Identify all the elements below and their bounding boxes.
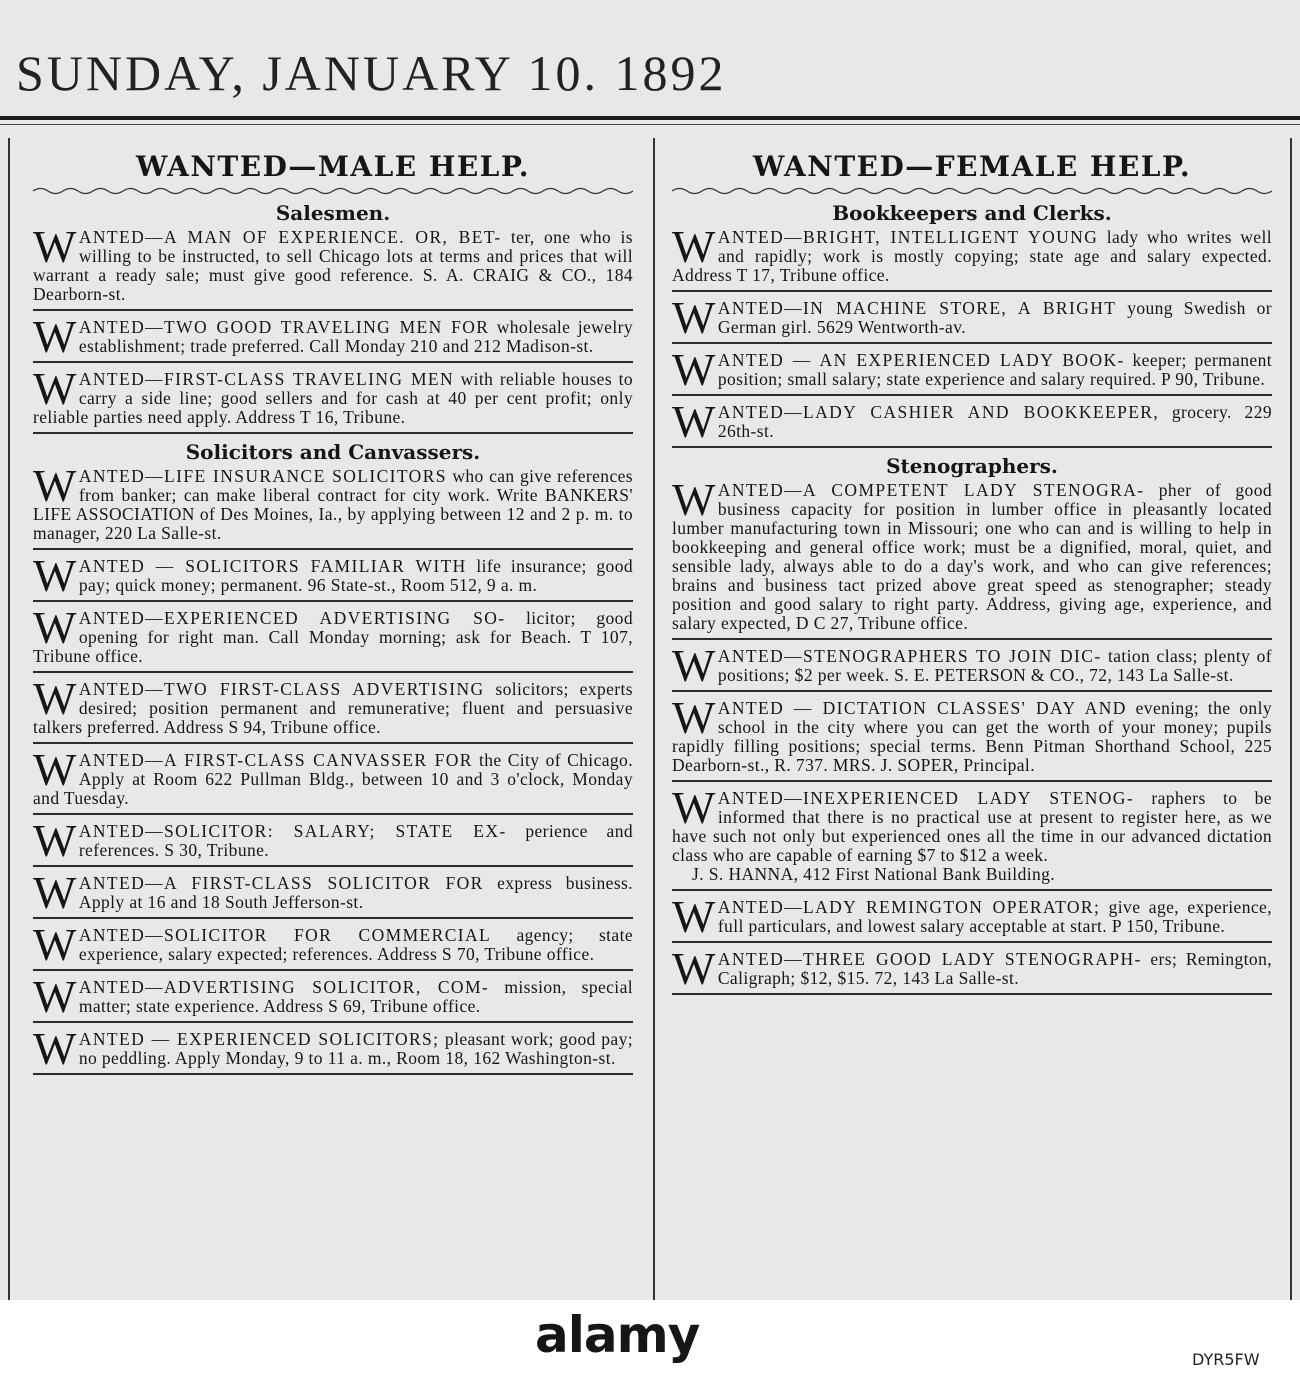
dateline: SUNDAY, JANUARY 10. 1892 [16,45,727,101]
ad-lead: ANTED—A FIRST-CLASS SOLICITOR FOR [78,873,484,893]
classified-ad [672,297,1272,344]
ad-body: wholesale jewelry establishment; trade preferred. Call Monday 210 and 212 Madison-st. [78,317,633,356]
ad-lead: ANTED—A MAN OF EXPERIENCE. OR, BET- [78,227,502,247]
ad-lead: ANTED—THREE GOOD LADY STENOGRAPH- [717,949,1142,969]
ad-lead: ANTED—IN MACHINE STORE, A BRIGHT [717,298,1117,318]
ad-lead: ANTED—SOLICITOR FOR COMMERCIAL [78,925,492,945]
classified-ad [33,316,633,363]
classified-ad [33,872,633,919]
classified-ad [672,479,1272,640]
drop-cap: W [33,820,77,866]
ad-body: keeper; permanent position; small salary; state experience and salary required. P 90, Tribune. [717,350,1272,389]
ad-lead: ANTED—BRIGHT, INTELLIGENT YOUNG [717,227,1099,247]
alamy-logo: alamy [535,1306,700,1364]
male-help-column [33,146,633,1080]
classified-ad [33,924,633,971]
ad-body: grocery. 229 26th-st. [717,402,1272,441]
ad-lead: ANTED—EXPERIENCED ADVERTISING SO- [78,608,506,628]
female-help-column [672,146,1272,1000]
drop-cap: W [33,226,77,272]
section-title-bookkeepers: Bookkeepers and Clerks. [832,201,1112,225]
ad-body: young Swedish or German girl. 5629 Wentworth-av. [717,298,1272,337]
classified-ad [672,948,1272,995]
drop-cap: W [672,297,716,343]
ad-body: ter, one who is willing to be instructed, to sell Chicago lots at terms and prices that will warrant a ready sale; must give good reference. S. A. CRAIG & CO., 184 Dearborn-st. [33,227,633,304]
classified-ad [672,226,1272,292]
classified-ad [33,465,633,550]
ad-signature: J. S. HANNA, 412 First National Bank Building. [692,864,1056,884]
classified-ad [33,820,633,867]
section-title-solicitors: Solicitors and Canvassers. [185,440,481,464]
ad-lead: ANTED—LADY CASHIER AND BOOKKEEPER, [717,402,1160,422]
ad-body: pleasant work; good pay; no peddling. Apply Monday, 9 to 11 a. m., Room 18, 162 Washington-st. [78,1029,633,1068]
ad-body: raphers to be informed that there is no practical use at present to register here, as we have such not only but experienced ones all the time in our advanced dictation class who are capable of earning $7 to $12 a week. [672,788,1272,865]
classified-ad [33,607,633,673]
section-title-salesmen: Salesmen. [275,201,391,225]
drop-cap: W [33,749,77,795]
ad-lead: ANTED—STENOGRAPHERS TO JOIN DIC- [717,646,1102,666]
classified-ad [672,349,1272,396]
drop-cap: W [33,555,77,601]
ad-lead: ANTED—LADY REMINGTON OPERATOR; [717,897,1101,917]
drop-cap: W [672,226,716,272]
drop-cap: W [672,479,716,525]
top-rule [0,116,1300,120]
classified-ad [33,976,633,1023]
wavy-rule [672,186,1272,196]
ad-body: give age, experience, full particulars, and lowest salary acceptable at start. P 150, Tribune. [717,897,1272,936]
ad-lead: ANTED — AN EXPERIENCED LADY BOOK- [717,350,1125,370]
classified-ad [672,896,1272,943]
ad-lead: ANTED—TWO GOOD TRAVELING MEN FOR [78,317,490,337]
drop-cap: W [672,896,716,942]
drop-cap: W [672,401,716,447]
column-heading: WANTED—MALE HELP. [135,150,531,183]
ad-body: solicitors; experts desired; position permanent and remunerative; fluent and persuasive talkers preferred. Address S 94, Tribune office. [33,679,633,737]
drop-cap: W [33,465,77,511]
ad-lead: ANTED—ADVERTISING SOLICITOR, COM- [78,977,490,997]
classified-ad [33,226,633,311]
image-id: DYR5FW [1192,1350,1260,1369]
drop-cap: W [672,787,716,833]
drop-cap: W [672,349,716,395]
ad-body: the City of Chicago. Apply at Room 622 Pullman Bldg., between 10 and 3 o'clock, Monday and Tuesday. [33,750,633,808]
ad-lead: ANTED—SOLICITOR: SALARY; STATE EX- [78,821,507,841]
ad-lead: ANTED — DICTATION CLASSES' DAY AND [717,698,1127,718]
ad-body: evening; the only school in the city where you can get the worth of your money; pupils rapidly filling positions; special terms. Benn Pitman Shorthand School, 225 Dearborn-st., R. 737. MRS. J. SOPER, Principal. [672,698,1272,775]
column-border-right [1290,138,1292,1300]
ad-body: mission, special matter; state experience. Address S 69, Tribune office. [78,977,633,1016]
classified-ad [672,787,1272,891]
ad-lead: ANTED—LIFE INSURANCE SOLICITORS [78,466,447,486]
ad-body: lady who writes well and rapidly; work is mostly copying; state age and salary expected. Address T 17, Tribune office. [672,227,1272,285]
ad-lead: ANTED—A COMPETENT LADY STENOGRA- [717,480,1145,500]
column-heading: WANTED—FEMALE HELP. [752,150,1192,183]
column-divider [653,138,655,1300]
ad-body: pher of good business capacity for position in lumber office in pleasantly located lumber manufacturing town in Missouri; one who can and is willing to help in bookkeeping and general office work; must be a dignified, moral, quiet, and sensible lady, always able to do a day's work, and who can give references; brains and business tact prized above great speed as stenographer; steady position and good salary to right party. Address, giving age, experience, and salary expected, D C 27, Tribune office. [672,480,1272,633]
ad-lead: ANTED—FIRST-CLASS TRAVELING MEN [78,369,455,389]
drop-cap: W [33,1028,77,1074]
ad-lead: ANTED—A FIRST-CLASS CANVASSER FOR [78,750,473,770]
drop-cap: W [33,924,77,970]
ad-body: ers; Remington, Caligraph; $12, $15. 72, 143 La Salle-st. [717,949,1272,988]
drop-cap: W [33,368,77,414]
ad-body: life insurance; good pay; quick money; permanent. 96 State-st., Room 512, 9 a. m. [78,556,633,595]
classified-ad [672,697,1272,782]
classified-ad [33,368,633,434]
ad-lead: ANTED—INEXPERIENCED LADY STENOG- [717,788,1135,808]
classified-ad [672,401,1272,448]
section-title-stenographers: Stenographers. [886,454,1058,478]
drop-cap: W [33,607,77,653]
classified-ad [33,678,633,744]
ad-body: express business. Apply at 16 and 18 South Jefferson-st. [78,873,633,912]
drop-cap: W [33,678,77,724]
ad-body: licitor; good opening for right man. Call Monday morning; ask for Beach. T 107, Tribune office. [33,608,633,666]
classified-ad [33,555,633,602]
ad-lead: ANTED — SOLICITORS FAMILIAR WITH [78,556,467,576]
ad-body: tation class; plenty of positions; $2 per week. S. E. PETERSON & CO., 72, 143 La Salle-st. [717,646,1272,685]
classified-ad [33,749,633,815]
classified-ad [672,645,1272,692]
drop-cap: W [33,976,77,1022]
classified-ad [33,1028,633,1075]
ad-body: with reliable houses to carry a side line; good sellers and for cash at 40 per cent profit; only reliable parties need apply. Address T 16, Tribune. [33,369,633,427]
ad-body: agency; state experience, salary expected; references. Address S 70, Tribune office. [78,925,633,964]
drop-cap: W [33,872,77,918]
drop-cap: W [672,948,716,994]
top-rule-thin [0,124,1300,125]
drop-cap: W [672,645,716,691]
ad-lead: ANTED — EXPERIENCED SOLICITORS; [78,1029,440,1049]
column-border-left [8,138,10,1300]
ad-lead: ANTED—TWO FIRST-CLASS ADVERTISING [78,679,485,699]
ad-body: perience and references. S 30, Tribune. [78,821,633,860]
ad-body: who can give references from banker; can make liberal contract for city work. Write BANKERS' LIFE ASSOCIATION of Des Moines, Ia., by applying between 12 and 2 p. m. to manager, 220 La Salle-st. [33,466,633,543]
drop-cap: W [33,316,77,362]
drop-cap: W [672,697,716,743]
wavy-rule [33,186,633,196]
stock-footer [0,1300,1300,1390]
